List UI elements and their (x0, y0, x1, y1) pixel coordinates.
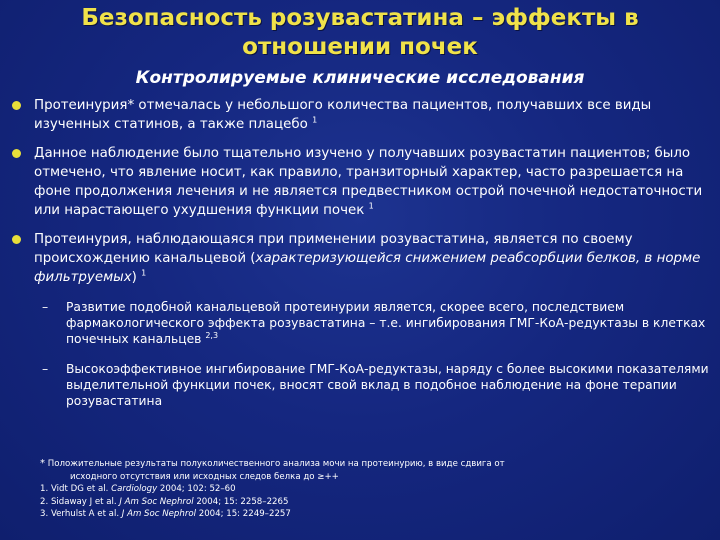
reference-journal: J Am Soc Nephrol (121, 509, 197, 519)
reference-details: 2004; 15: 2258–2265 (196, 496, 289, 507)
asterisk-mark: * (40, 458, 45, 469)
reference-item (40, 496, 710, 509)
slide-content (10, 96, 710, 423)
reference-authors: Vidt DG et al. (50, 484, 109, 494)
bullet-item (10, 144, 710, 220)
footnotes (40, 458, 710, 521)
reference-journal: J Am Soc Nephrol (119, 496, 194, 507)
reference-mark: 1 (141, 268, 147, 278)
reference-item (40, 483, 710, 496)
sub-bullet-item (10, 299, 710, 347)
reference-details: 2004; 15: 2249–2257 (198, 509, 291, 519)
bullet-dot-icon (12, 235, 21, 244)
reference-number: 1. (40, 484, 49, 494)
reference-details: 2004; 102: 52–60 (159, 484, 236, 494)
reference-journal: Cardiology (111, 484, 158, 494)
bullet-text: Протеинурия, наблюдающаяся при применении розувастатина, является по своему происхождению канальцевой ( (34, 232, 633, 266)
slide-subtitle: Контролируемые клинические исследования (135, 68, 585, 88)
sub-bullet-item (10, 361, 710, 409)
reference-authors: Sidaway J et al. (50, 496, 117, 507)
reference-number: 3. (40, 509, 49, 519)
bullet-item (10, 96, 710, 134)
bullet-text-italic: характеризующейся снижением реабсорбции белков, в норме фильтруемых (34, 251, 701, 285)
reference-item (40, 508, 710, 521)
sub-bullet-text: Развитие подобной канальцевой протеинурии является, скорее всего, последствием фармакологического эффекта розувастатина – т.е. ингибирования ГМГ-КоА-редуктазы в клетках почечных канальцев (66, 300, 706, 346)
bullet-text: Данное наблюдение было тщательно изучено у получавших розувастатин пациентов; было отмечено, что явление носит, как правило, транзиторный характер, часто разрешается на фоне продолжения лечения и не является предвестником острой почечной недостаточности или нарастающего ухудшения функции почек (34, 146, 703, 218)
bullet-text-end: ) (131, 270, 137, 285)
bullet-dot-icon (12, 101, 21, 110)
note-line-1: Положительные результаты полуколичественного анализа мочи на протеинурию, в виде сдвига от (47, 459, 505, 469)
bullet-text: Протеинурия* отмечалась у небольшого количества пациентов, получавших все виды изученных статинов, а также плацебо (34, 98, 652, 132)
reference-authors: Verhulst A et al. (50, 509, 120, 519)
sub-bullet-text: Высокоэффективное ингибирование ГМГ-КоА-редуктазы, наряду с более высокими показателями выделительной функции почек, вносят свой вклад в подобное наблюдение на фоне терапии розувастатина (66, 362, 709, 408)
reference-number: 2. (40, 496, 49, 507)
dash-marker: – (42, 300, 49, 314)
title-line-2: отношении почек (242, 34, 478, 60)
asterisk-note (40, 458, 710, 471)
reference-mark: 1 (312, 115, 318, 125)
slide-title (0, 4, 720, 62)
reference-mark: 1 (368, 201, 374, 211)
note-line-2: исходного отсутствия или исходных следов белка до ≥++ (70, 471, 339, 482)
bullet-dot-icon (12, 149, 21, 158)
bullet-item (10, 230, 710, 287)
reference-mark: 2,3 (205, 330, 219, 340)
dash-marker: – (42, 362, 49, 376)
title-line-1: Безопасность розувастатина – эффекты в (81, 5, 639, 31)
